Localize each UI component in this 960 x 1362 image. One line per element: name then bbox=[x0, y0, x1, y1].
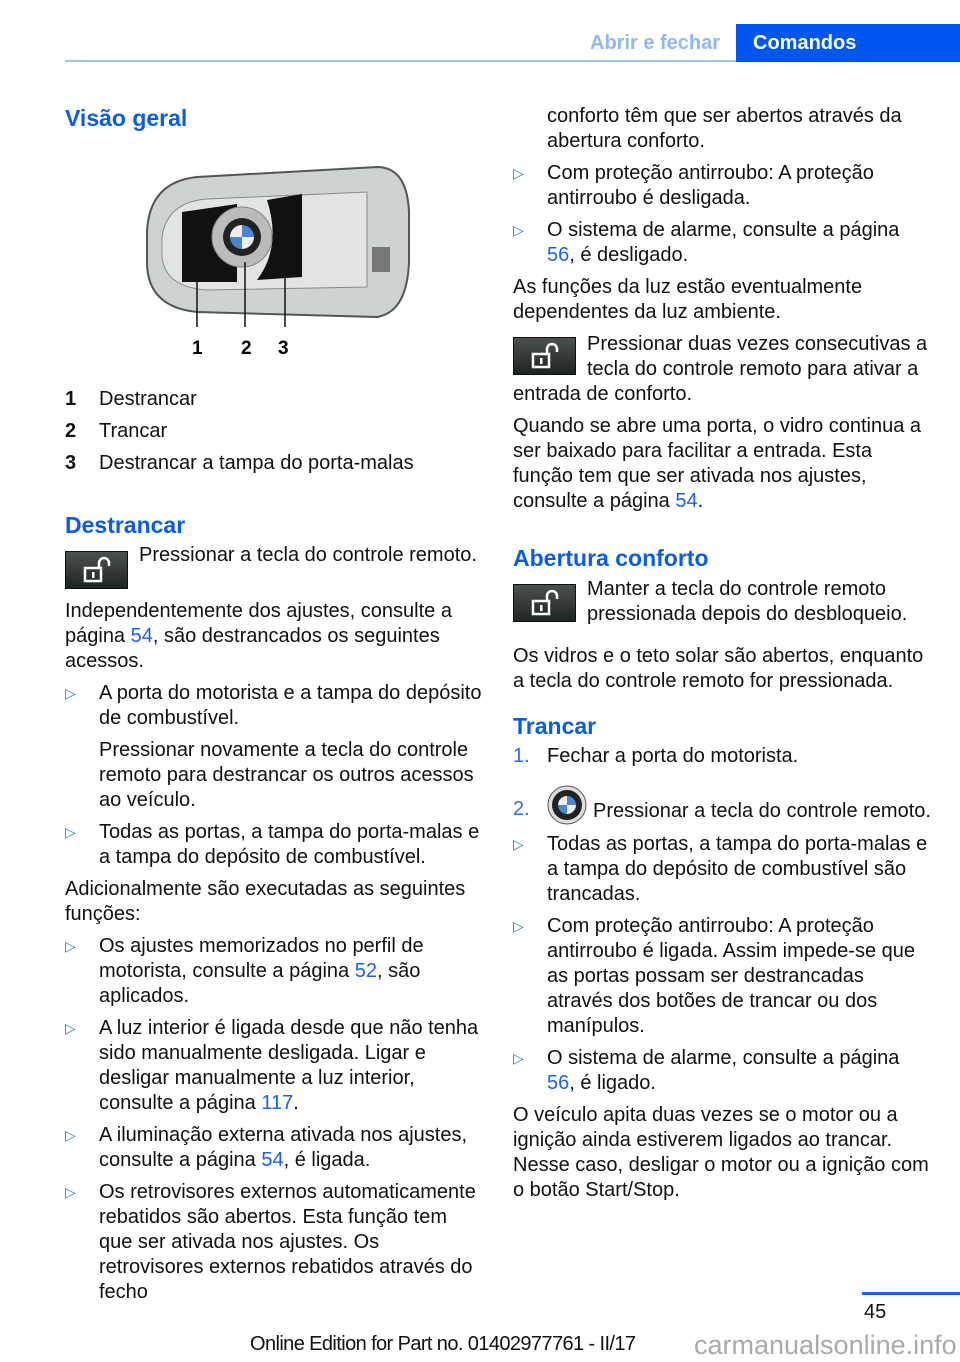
bullet-item bbox=[513, 218, 931, 268]
text: Todas as portas, a tampa do porta-malas e a tampa do depósito de combustível. bbox=[99, 821, 480, 868]
bullet-item bbox=[513, 1046, 931, 1096]
callout-2: 2 bbox=[241, 338, 252, 359]
page-number-rule bbox=[862, 1292, 960, 1295]
page-link[interactable]: 117 bbox=[261, 1092, 294, 1114]
triangle-bullet-icon: ▷ bbox=[65, 1020, 76, 1036]
bullet-item bbox=[65, 681, 485, 731]
right-column bbox=[513, 104, 931, 1210]
text: Com proteção antirroubo: A proteção antirroubo é desligada. bbox=[547, 162, 874, 209]
bmw-logo-button-icon bbox=[547, 785, 587, 825]
remote-key-illustration bbox=[137, 162, 412, 362]
paragraph: conforto têm que ser abertos através da abertura conforto. bbox=[547, 105, 902, 152]
paragraph: Pressionar novamente a tecla do controle remoto para destrancar os outros acessos ao veículo. bbox=[99, 739, 474, 811]
text: Todas as portas, a tampa do porta-malas e a tampa do depósito de combustível são trancadas. bbox=[547, 833, 928, 905]
callout-3: 3 bbox=[278, 338, 289, 359]
page-link[interactable]: 54 bbox=[130, 625, 153, 647]
paragraph: Os vidros e o teto solar são abertos, enquanto a tecla do controle remoto for pressionada. bbox=[513, 645, 924, 692]
text: Destrancar a tampa do porta-malas bbox=[99, 452, 414, 474]
unlock-instruction: Pressionar a tecla do controle remoto. bbox=[139, 544, 477, 566]
text: 1. bbox=[513, 745, 530, 767]
step-item bbox=[513, 785, 931, 825]
paragraph bbox=[513, 414, 931, 514]
text: , é ligado. bbox=[569, 1072, 656, 1094]
page-link[interactable]: 56 bbox=[547, 1072, 570, 1094]
text: Os ajustes memorizados no perfil de motorista, consulte a página bbox=[99, 935, 424, 982]
text: , são aplicados. bbox=[99, 960, 421, 1007]
triangle-bullet-icon: ▷ bbox=[65, 824, 76, 840]
triangle-bullet-icon: ▷ bbox=[65, 938, 76, 954]
page-link[interactable]: 52 bbox=[354, 960, 377, 982]
page-number: 45 bbox=[864, 1301, 887, 1323]
bullet-item bbox=[513, 832, 931, 907]
watermark: carmanualsonline.info bbox=[694, 1330, 957, 1360]
bullet-item bbox=[65, 1016, 485, 1116]
triangle-bullet-icon: ▷ bbox=[513, 222, 524, 238]
paragraph: As funções da luz estão eventualmente dependentes da luz ambiente. bbox=[513, 276, 863, 323]
heading-overview: Visão geral bbox=[65, 105, 188, 131]
legend-item bbox=[65, 451, 485, 476]
paragraph: Adicionalmente são executadas as seguintes funções: bbox=[65, 878, 466, 925]
text: Destrancar bbox=[99, 388, 197, 410]
text: A iluminação externa ativada nos ajustes, consulte a página bbox=[99, 1124, 467, 1171]
heading-lock: Trancar bbox=[513, 713, 597, 739]
text: Independentemente dos ajustes, consulte a página bbox=[65, 600, 452, 647]
text: , são destrancados os seguintes acessos. bbox=[65, 625, 440, 672]
text: . bbox=[697, 490, 704, 512]
page-link[interactable]: 54 bbox=[261, 1149, 284, 1171]
triangle-bullet-icon: ▷ bbox=[65, 1127, 76, 1143]
bullet-item bbox=[513, 161, 931, 211]
text: . bbox=[293, 1092, 299, 1114]
bullet-item bbox=[65, 1123, 485, 1173]
text: Os retrovisores externos automaticamente rebatidos são abertos. Esta função tem que ser ativada nos ajustes. Os retrovisores externos rebatidos através do fecho bbox=[99, 1181, 476, 1303]
text: , é ligada. bbox=[283, 1149, 371, 1171]
triangle-bullet-icon: ▷ bbox=[513, 918, 524, 934]
paragraph: Manter a tecla do controle remoto pressionada depois do desbloqueio. bbox=[587, 578, 908, 625]
unlock-button-icon bbox=[513, 584, 576, 622]
text: O sistema de alarme, consulte a página bbox=[547, 1047, 900, 1069]
unlock-button-icon bbox=[513, 337, 576, 375]
legend bbox=[65, 387, 485, 476]
paragraph bbox=[65, 599, 485, 674]
paragraph: Pressionar duas vezes consecutivas a tecla do controle remoto para ativar a entrada de conforto. bbox=[513, 333, 928, 405]
page-link[interactable]: 54 bbox=[675, 490, 698, 512]
triangle-bullet-icon: ▷ bbox=[65, 685, 76, 701]
paragraph: O veículo apita duas vezes se o motor ou a ignição ainda estiverem ligados ao trancar. Nesse caso, desligar o motor ou a ignição com o botão Start/Stop. bbox=[513, 1104, 929, 1201]
text: Quando se abre uma porta, o vidro continua a ser baixado para facilitar a entrada. Esta função tem que ser ativada nos ajustes, consulte a página bbox=[513, 415, 922, 512]
text: A luz interior é ligada desde que não tenha sido manualmente desligada. Ligar e desligar manualmente a luz interior, consulte a página bbox=[99, 1017, 479, 1114]
header-chapter[interactable]: Comandos bbox=[736, 24, 960, 62]
triangle-bullet-icon: ▷ bbox=[513, 165, 524, 181]
header-section[interactable]: Abrir e fechar bbox=[590, 32, 721, 54]
triangle-bullet-icon: ▷ bbox=[65, 1184, 76, 1200]
legend-item bbox=[65, 419, 485, 444]
bullet-item bbox=[65, 934, 485, 1009]
text: A porta do motorista e a tampa do depósito de combustível. bbox=[99, 682, 482, 729]
text: , é desligado. bbox=[569, 244, 689, 266]
page-link[interactable]: 56 bbox=[547, 244, 570, 266]
text: 2 bbox=[65, 420, 77, 442]
legend-item bbox=[65, 387, 485, 412]
callout-1: 1 bbox=[192, 338, 203, 359]
bullet-item bbox=[513, 914, 931, 1039]
text: 2. bbox=[513, 798, 530, 820]
bullet-item bbox=[65, 820, 485, 870]
triangle-bullet-icon: ▷ bbox=[513, 836, 524, 852]
text: 1 bbox=[65, 388, 77, 410]
triangle-bullet-icon: ▷ bbox=[513, 1050, 524, 1066]
text: Pressionar a tecla do controle remoto. bbox=[593, 800, 931, 822]
footer-edition: Online Edition for Part no. 01402977761 - II/17 bbox=[250, 1333, 636, 1355]
left-column bbox=[65, 104, 485, 1312]
bullet-item bbox=[65, 1180, 485, 1305]
text: Trancar bbox=[99, 420, 168, 442]
text: Fechar a porta do motorista. bbox=[547, 745, 799, 767]
heading-unlock: Destrancar bbox=[65, 512, 186, 538]
step-item bbox=[513, 744, 931, 769]
unlock-button-icon bbox=[65, 551, 128, 589]
text: 3 bbox=[65, 452, 77, 474]
heading-comfort-access: Abertura conforto bbox=[513, 545, 709, 571]
text: Com proteção antirroubo: A proteção antirroubo é ligada. Assim impede-se que as portas possam ser destrancadas através dos botões de trancar ou dos manípulos. bbox=[547, 915, 915, 1037]
text: O sistema de alarme, consulte a página bbox=[547, 219, 900, 241]
